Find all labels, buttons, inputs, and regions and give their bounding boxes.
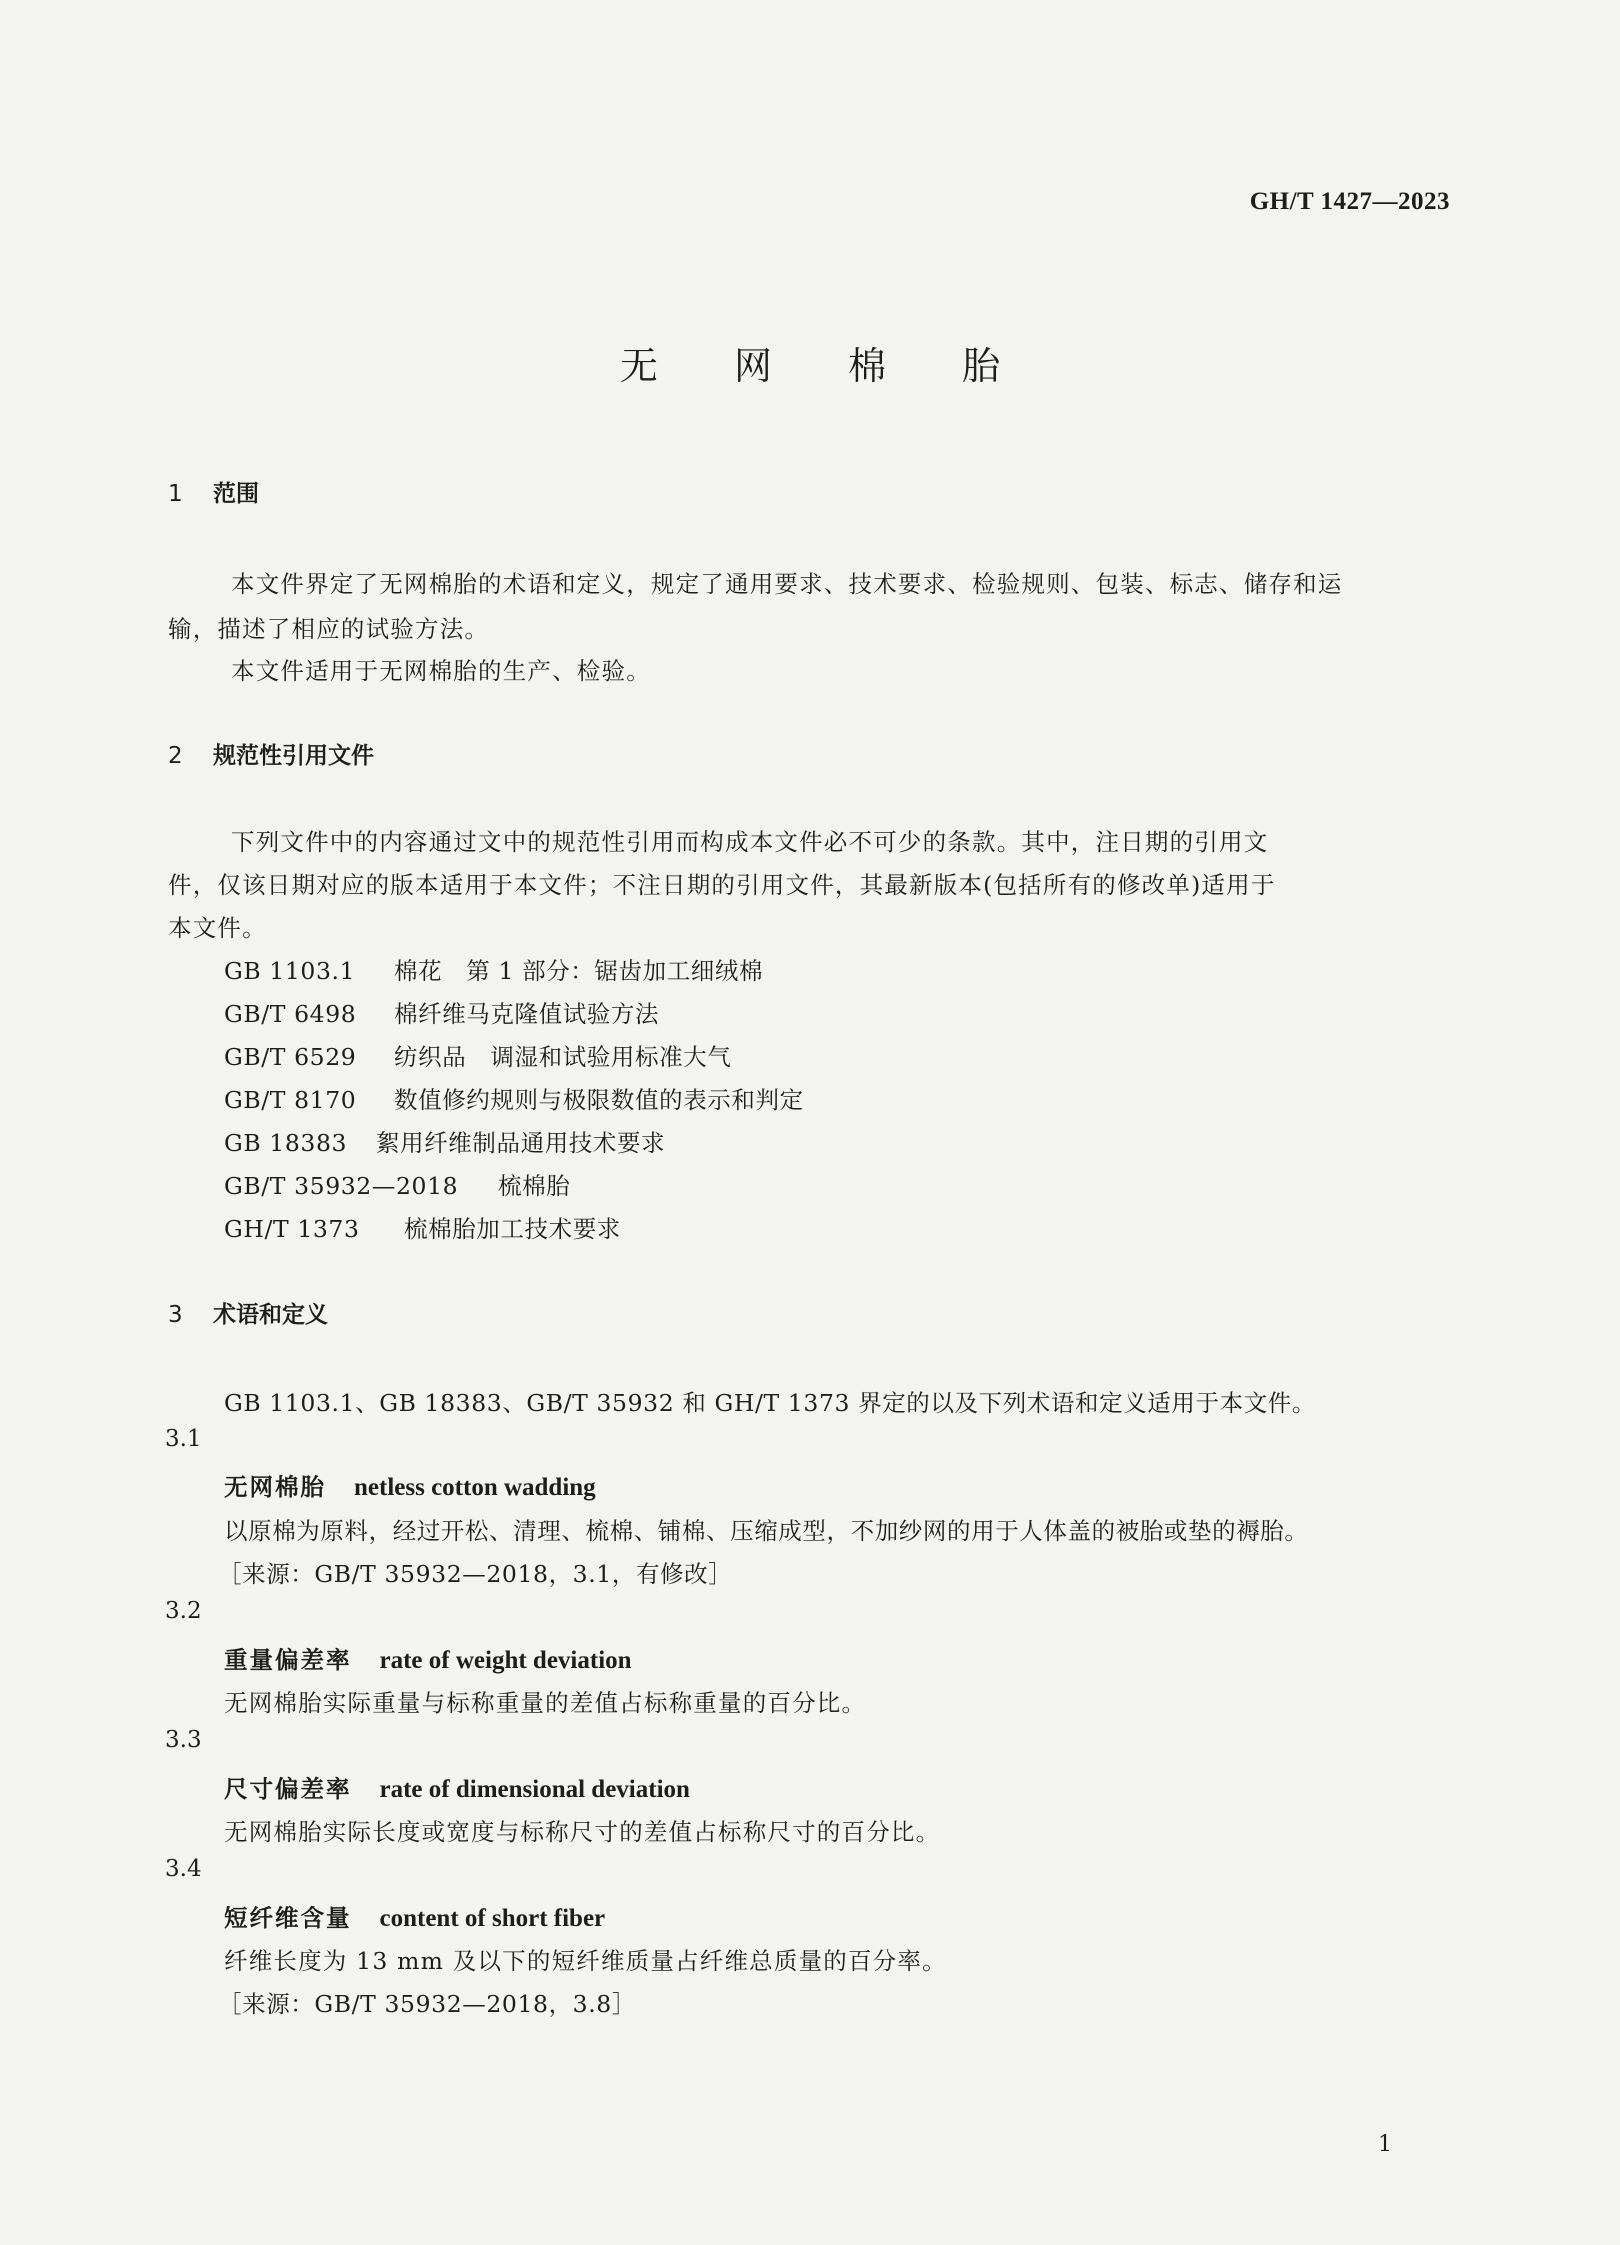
reference-name: 数值修约规则与极限数值的表示和判定	[394, 1086, 804, 1114]
term-chinese: 重量偏差率	[224, 1646, 352, 1674]
section-title: 术语和定义	[213, 1302, 328, 1328]
reference-code: GB 1103.1	[224, 957, 356, 985]
paragraph-line: 件，仅该日期对应的版本适用于本文件；不注日期的引用文件，其最新版本(包括所有的修改单)适用于	[168, 871, 1276, 899]
reference-item	[224, 1210, 621, 1244]
term-source: ［来源：GB/T 35932—2018，3.8］	[218, 1990, 636, 2018]
reference-name: 梳棉胎	[498, 1172, 571, 1200]
reference-name: 棉纤维马克隆值试验方法	[394, 1000, 660, 1028]
term-definition: 以原棉为原料，经过开松、清理、梳棉、铺棉、压缩成型，不加纱网的用于人体盖的被胎或垫的褥胎。	[224, 1517, 1309, 1545]
term-english: content of short fiber	[379, 1905, 606, 1932]
reference-code: GB/T 35932—2018	[224, 1172, 459, 1200]
term-chinese: 无网棉胎	[224, 1473, 326, 1501]
reference-item	[224, 1038, 731, 1072]
paragraph-line: 本文件界定了无网棉胎的术语和定义，规定了通用要求、技术要求、检验规则、包装、标志、储存和运	[231, 570, 1343, 598]
term-number: 3.3	[165, 1727, 202, 1753]
section-title: 范围	[213, 481, 259, 507]
term-english: rate of weight deviation	[379, 1647, 632, 1674]
reference-item	[224, 1081, 804, 1115]
standard-code: GH/T 1427—2023	[1249, 188, 1450, 215]
term-heading	[224, 1770, 690, 1804]
reference-code: GH/T 1373	[224, 1215, 360, 1243]
term-chinese: 短纤维含量	[224, 1904, 352, 1932]
section-number: 2	[168, 743, 183, 769]
section-title: 规范性引用文件	[213, 743, 374, 769]
term-definition: 无网棉胎实际长度或宽度与标称尺寸的差值占标称尺寸的百分比。	[224, 1818, 941, 1846]
term-english: rate of dimensional deviation	[379, 1776, 690, 1803]
term-heading	[224, 1468, 596, 1502]
reference-name: 棉花 第 1 部分：锯齿加工细绒棉	[394, 957, 764, 985]
term-source: ［来源：GB/T 35932—2018，3.1，有修改］	[218, 1560, 733, 1588]
paragraph-line: 本文件适用于无网棉胎的生产、检验。	[231, 657, 651, 685]
section-1-heading	[168, 475, 259, 508]
term-number: 3.2	[165, 1598, 202, 1624]
reference-code: GB/T 8170	[224, 1086, 357, 1114]
paragraph-line: 输，描述了相应的试验方法。	[168, 615, 490, 643]
section-3-heading	[168, 1296, 328, 1329]
term-heading	[224, 1899, 605, 1933]
reference-item	[224, 1167, 570, 1201]
reference-item	[224, 1124, 665, 1158]
term-definition: 无网棉胎实际重量与标称重量的差值占标称重量的百分比。	[224, 1689, 867, 1717]
reference-name: 絮用纤维制品通用技术要求	[376, 1129, 666, 1157]
section-2-heading	[168, 737, 374, 770]
term-chinese: 尺寸偏差率	[224, 1775, 352, 1803]
reference-code: GB 18383	[224, 1129, 348, 1157]
document-title: 无 网 棉 胎	[619, 344, 1033, 388]
section-number: 1	[168, 481, 183, 507]
term-heading	[224, 1641, 632, 1675]
paragraph-line: 下列文件中的内容通过文中的规范性引用而构成本文件必不可少的条款。其中，注日期的引用文	[231, 828, 1269, 856]
reference-item	[224, 952, 763, 986]
paragraph-line: 本文件。	[168, 914, 267, 942]
section-number: 3	[168, 1302, 183, 1328]
reference-name: 梳棉胎加工技术要求	[404, 1215, 621, 1243]
reference-item	[224, 995, 659, 1029]
page-number: 1	[1378, 2132, 1392, 2157]
reference-name: 纺织品 调湿和试验用标准大气	[394, 1043, 732, 1071]
term-english: netless cotton wadding	[354, 1474, 596, 1501]
term-number: 3.1	[165, 1426, 202, 1452]
term-number: 3.4	[165, 1856, 202, 1882]
reference-code: GB/T 6529	[224, 1043, 357, 1071]
reference-code: GB/T 6498	[224, 1000, 357, 1028]
term-definition: 纤维长度为 13 mm 及以下的短纤维质量占纤维总质量的百分率。	[224, 1947, 947, 1975]
paragraph-line: GB 1103.1、GB 18383、GB/T 35932 和 GH/T 1373 界定的以及下列术语和定义适用于本文件。	[224, 1389, 1317, 1417]
